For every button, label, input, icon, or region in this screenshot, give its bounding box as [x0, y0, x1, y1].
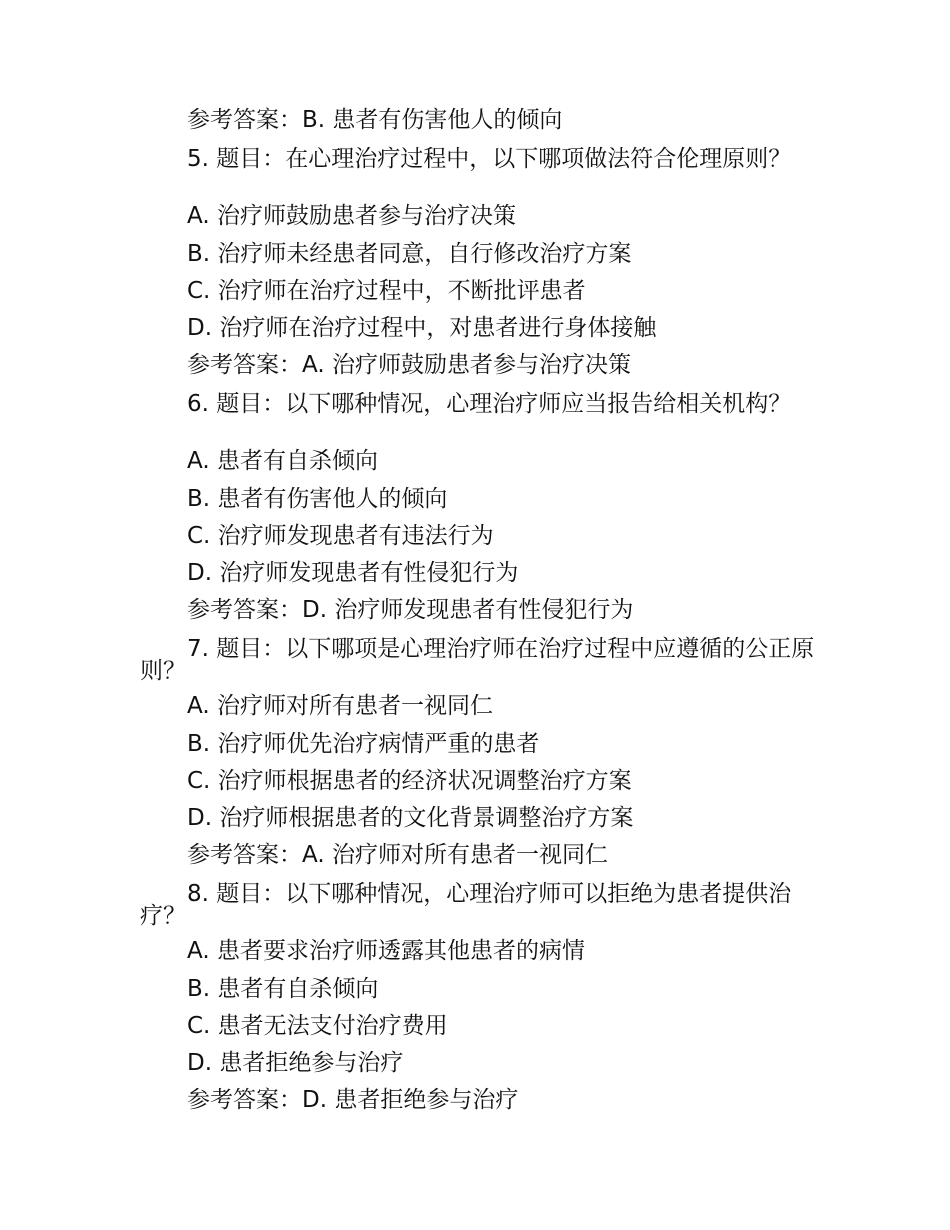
- question-8-answer: 参考答案：D. 患者拒绝参与治疗: [187, 1087, 519, 1113]
- question-5-option-b: B. 治疗师未经患者同意，自行修改治疗方案: [187, 241, 632, 267]
- question-7-option-b: B. 治疗师优先治疗病情严重的患者: [187, 731, 540, 757]
- question-8-option-c: C. 患者无法支付治疗费用: [187, 1013, 448, 1039]
- question-7-stem: 7. 题目：以下哪项是心理治疗师在治疗过程中应遵循的公正原则？: [140, 636, 815, 684]
- question-8-option-b: B. 患者有自杀倾向: [187, 976, 379, 1002]
- question-6-option-a: A. 患者有自杀倾向: [187, 448, 378, 474]
- question-5-stem: 5. 题目：在心理治疗过程中，以下哪项做法符合伦理原则？: [187, 146, 792, 172]
- question-6-option-d: D. 治疗师发现患者有性侵犯行为: [187, 560, 519, 586]
- question-7-answer: 参考答案：A. 治疗师对所有患者一视同仁: [187, 842, 608, 868]
- question-8-stem: 8. 题目：以下哪种情况，心理治疗师可以拒绝为患者提供治疗？: [140, 881, 792, 929]
- question-5-option-c: C. 治疗师在治疗过程中，不断批评患者: [187, 278, 586, 304]
- question-8-option-d: D. 患者拒绝参与治疗: [187, 1050, 404, 1076]
- question-8-option-a: A. 患者要求治疗师透露其他患者的病情: [187, 938, 585, 964]
- question-6-answer: 参考答案：D. 治疗师发现患者有性侵犯行为: [187, 597, 634, 623]
- question-7-option-a: A. 治疗师对所有患者一视同仁: [187, 693, 493, 719]
- question-5-option-a: A. 治疗师鼓励患者参与治疗决策: [187, 203, 516, 229]
- question-5-option-d: D. 治疗师在治疗过程中，对患者进行身体接触: [187, 315, 657, 341]
- previous-answer: 参考答案：B. 患者有伤害他人的倾向: [187, 107, 563, 133]
- question-6-option-c: C. 治疗师发现患者有违法行为: [187, 523, 494, 549]
- question-6-stem: 6. 题目：以下哪种情况，心理治疗师应当报告给相关机构？: [187, 391, 792, 417]
- question-7-option-d: D. 治疗师根据患者的文化背景调整治疗方案: [187, 805, 634, 831]
- question-6-option-b: B. 患者有伤害他人的倾向: [187, 486, 448, 512]
- question-5-answer: 参考答案：A. 治疗师鼓励患者参与治疗决策: [187, 352, 631, 378]
- question-7-option-c: C. 治疗师根据患者的经济状况调整治疗方案: [187, 768, 632, 794]
